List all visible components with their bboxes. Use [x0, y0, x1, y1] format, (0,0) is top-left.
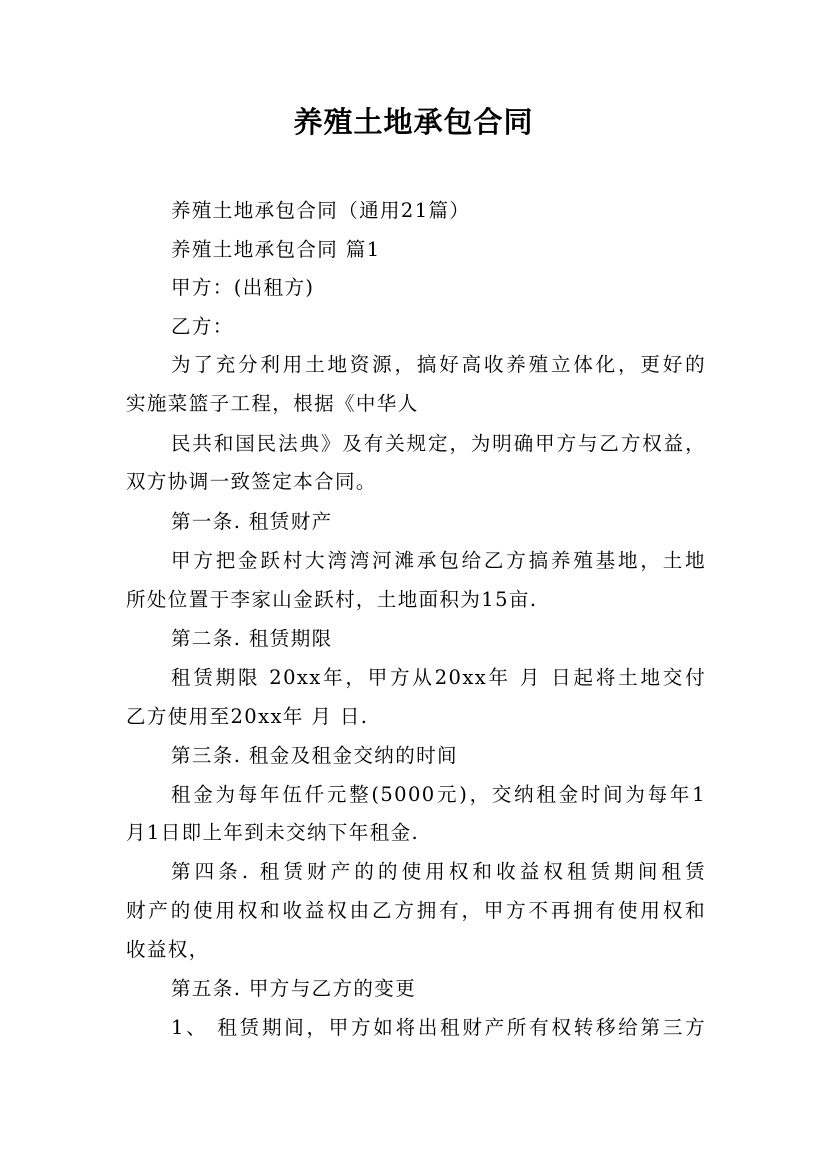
paragraph-line: 1、 租赁期间，甲方如将出租财产所有权转移给第三方 [171, 1016, 706, 1039]
article-heading: 第二条. 租赁期限 [171, 627, 333, 650]
party-b-line: 乙方： [171, 315, 234, 338]
party-a-line: 甲方：(出租方) [171, 276, 315, 299]
paragraph-line: 为了充分利用土地资源，搞好高收养殖立体化，更好的 [171, 353, 706, 376]
article-heading: 第四条. 租赁财产的的使用权和收益权租赁期间租赁 [171, 860, 706, 883]
paragraph-line: 双方协调一致签定本合同。 [126, 470, 377, 493]
paragraph-line: 甲方把金跃村大湾湾河滩承包给乙方搞养殖基地，土地 [171, 549, 706, 572]
paragraph-line: 租赁期限 20xx年，甲方从20xx年 月 日起将土地交付 [171, 666, 706, 689]
section-heading: 养殖土地承包合同 篇1 [171, 238, 381, 261]
paragraph-line: 实施菜篮子工程，根据《中华人 [126, 392, 419, 415]
paragraph-line: 乙方使用至20xx年 月 日. [126, 705, 369, 728]
paragraph-line: 所处位置于李家山金跃村，土地面积为15亩. [126, 588, 538, 611]
article-heading: 第五条. 甲方与乙方的变更 [171, 977, 417, 1000]
document-title: 养殖土地承包合同 [293, 105, 534, 139]
paragraph-line: 月1日即上年到未交纳下年租金. [126, 821, 420, 844]
paragraph-line: 租金为每年伍仟元整(5000元)，交纳租金时间为每年1 [171, 783, 706, 806]
subtitle-line: 养殖土地承包合同（通用21篇） [171, 199, 471, 222]
paragraph-line: 财产的使用权和收益权由乙方拥有，甲方不再拥有使用权和 [126, 899, 706, 922]
paragraph-line: 民共和国民法典》及有关规定，为明确甲方与乙方权益， [171, 432, 706, 455]
paragraph-line: 收益权， [126, 938, 210, 961]
article-heading: 第三条. 租金及租金交纳的时间 [171, 744, 458, 767]
article-heading: 第一条. 租赁财产 [171, 510, 333, 533]
